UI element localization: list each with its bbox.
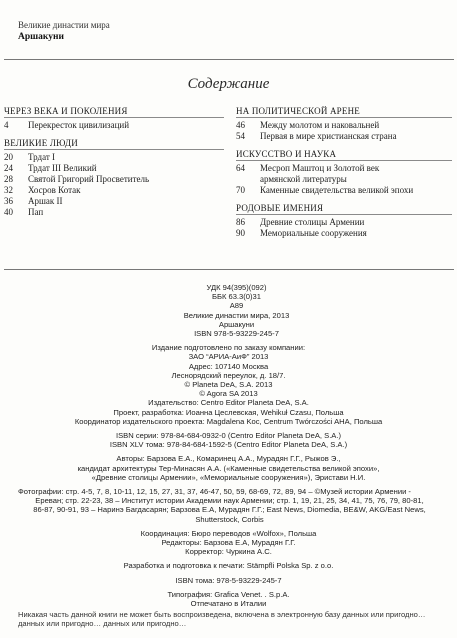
toc-entry-page: 24	[4, 163, 13, 173]
toc-entry	[236, 217, 452, 228]
toc-section	[236, 149, 452, 196]
imprint-block	[0, 283, 457, 338]
toc-entry-page	[236, 174, 260, 185]
toc-section-heading: ИСКУССТВО И НАУКА	[236, 149, 452, 161]
toc-entry	[4, 152, 224, 163]
imprint-line: Адрес: 107140 Москва	[188, 361, 269, 371]
toc-entry	[4, 207, 224, 218]
toc-entry-page: 28	[4, 174, 13, 184]
toc-entry	[236, 131, 452, 142]
toc-section	[236, 106, 452, 142]
imprint-line: Редакторы: Барзова Е.А, Мурадян Г.Г.	[161, 538, 296, 548]
imprint-line: Издание подготовлено по заказу компании:	[151, 343, 306, 353]
toc-entry-title: Перекресток цивилизаций	[28, 120, 130, 130]
toc-section	[4, 138, 224, 218]
photo-credit-line: Shutterstock, Corbis	[195, 514, 264, 524]
toc-entry	[4, 120, 224, 131]
imprint	[0, 283, 457, 613]
imprint-line: Издательство: Centro Editor Planeta DeA, S.A.	[148, 398, 309, 408]
toc-entry-title: Пап	[28, 207, 44, 217]
toc-section-heading: РОДОВЫЕ ИМЕНИЯ	[236, 203, 452, 215]
toc-entry-page: 64	[236, 163, 245, 173]
toc-entry	[236, 228, 452, 239]
imprint-line: ISBN 978-5-93229-245-7	[194, 329, 279, 339]
toc-entry-title: Хосров Котак	[28, 185, 81, 195]
toc-entry	[236, 120, 452, 131]
imprint-block	[0, 561, 457, 570]
imprint-line: кандидат архитектуры Тер-Минасян А.А. («Каменные свидетельства великой эпохи»,	[77, 463, 380, 473]
toc-section	[4, 106, 224, 131]
toc-entry	[4, 163, 224, 174]
toc-title: Содержание	[187, 76, 270, 92]
imprint-line: Авторы: Барзова Е.А., Комаринец А.А., Мурадян Г.Г., Рыжов Э.,	[116, 454, 341, 464]
toc-entry	[4, 185, 224, 196]
toc-left-column	[4, 106, 224, 225]
toc-right-column	[236, 106, 452, 246]
imprint-line: ISBN тома: 978-5-93229-245-7	[175, 575, 282, 585]
imprint-line: «Древние столицы Армении», «Мемориальные сооружения»), Эристави Н.И.	[91, 472, 366, 482]
toc-entry-title: Первая в мире христианская страна	[260, 131, 397, 141]
toc-entry	[236, 174, 452, 185]
imprint-line: ЗАО “АРИА-АиФ” 2013	[188, 352, 269, 362]
toc-entry-title: Аршак II	[28, 196, 63, 206]
book-title: Аршакуни	[18, 32, 64, 42]
photo-credit-line: 86-87, 90-91, 93 – Наринэ Багдасарян; Барзова Е.А, Мурадян Г.Г.; East News, Diomedia, BE&W, AKG/East News,	[33, 505, 426, 515]
imprint-line: УДК 94(395)(092)	[206, 283, 267, 292]
toc-entry-page: 36	[4, 196, 13, 206]
imprint-line: ISBN серии: 978-84-684-0932-0 (Centro Editor Planeta DeA, S.A.)	[115, 431, 342, 441]
imprint-line: Координация: Бюро переводов «Wolfox», Польша	[140, 528, 317, 538]
imprint-block	[0, 431, 457, 449]
imprint-line: ISBN XLV тома: 978-84-684-1592-5 (Centro Editor Planeta DeA, S.A.)	[109, 440, 348, 450]
imprint-line: Отпечатано в Италии	[190, 599, 267, 609]
imprint-line: Типография: Grafica Venet. . S.p.A.	[167, 589, 290, 599]
toc-section-heading: НА ПОЛИТИЧЕСКОЙ АРЕНЕ	[236, 106, 452, 118]
imprint-line: Корректор: Чуркина А.С.	[185, 547, 272, 557]
toc-bottom-rule	[4, 269, 454, 270]
imprint-block	[0, 343, 457, 426]
imprint-block	[0, 576, 457, 585]
toc-section-heading: ВЕЛИКИЕ ЛЮДИ	[4, 138, 224, 150]
toc-entry-page: 4	[4, 120, 9, 130]
toc-entry-title: Святой Григорий Просветитель	[28, 174, 150, 184]
toc-entry-title: Мемориальные сооружения	[260, 228, 367, 238]
toc-entry-title: Древние столицы Армении	[260, 217, 365, 227]
imprint-block	[0, 590, 457, 608]
toc-entry-page: 20	[4, 152, 13, 162]
toc-entry-page: 40	[4, 207, 13, 217]
toc-entry-title: армянской литературы	[260, 174, 347, 184]
toc-entry	[236, 185, 452, 196]
toc-entry-page: 70	[236, 185, 245, 195]
toc-entry-title: Между молотом и наковальней	[260, 120, 380, 130]
toc-entry	[4, 174, 224, 185]
toc-entry	[4, 196, 224, 207]
toc-entry-page: 90	[236, 228, 245, 238]
copyright-note: Никакая часть данной книги не может быть воспроизведена, включена в электронную базу данных или пригодно… данных или пригодно… данных или пригодно…	[18, 610, 426, 629]
toc-entry-title: Месроп Маштоц и Золотой век	[260, 163, 380, 173]
photo-credit-line: Фотографии: стр. 4-5, 7, 8, 10-11, 12, 15, 27, 31, 37, 46-47, 50, 59, 68-69, 72, 89, 94 – ©Музей истории Армении -	[18, 487, 411, 497]
imprint-line: Проект, разработка: Иоанна Цеслевская, Wehikuł Czasu, Польша	[113, 407, 344, 417]
toc-entry-title: Трдат III Великий	[28, 163, 97, 173]
toc-section	[236, 203, 452, 239]
imprint-block	[0, 454, 457, 482]
toc-entry-page: 54	[236, 131, 245, 141]
toc-entry-page: 46	[236, 120, 245, 130]
toc-entry-page: 86	[236, 217, 245, 227]
imprint-line: ББК 63.3(0)31	[211, 292, 261, 302]
series-title: Великие династии мира	[18, 20, 110, 30]
imprint-line: Аршакуни	[218, 319, 255, 329]
imprint-line: © Agora SA 2013	[199, 389, 258, 399]
photo-credit-line: Ереван; стр. 22-23, 38 – Институт истории Академии наук Армении; стр. 1, 19, 21, 25, 34, 41, 75, 76, 79, 80-81,	[35, 496, 424, 506]
toc-entry-title: Трдат I	[28, 152, 56, 162]
imprint-line: © Planeta DeA, S.A. 2013	[184, 380, 273, 390]
imprint-line: Великие династии мира, 2013	[183, 310, 290, 320]
toc-entry-page: 32	[4, 185, 13, 195]
imprint-line: Координатор издательского проекта: Magdalena Koc, Centrum Twórczości AHA, Польша	[74, 416, 383, 426]
toc-section-heading: ЧЕРЕЗ ВЕКА И ПОКОЛЕНИЯ	[4, 106, 224, 118]
toc-entry-title: Каменные свидетельства великой эпохи	[260, 185, 414, 195]
imprint-block	[0, 529, 457, 557]
imprint-line: А89	[229, 301, 244, 311]
imprint-line: Леснорядский переулок, д. 18/7.	[171, 370, 286, 380]
photo-credits	[0, 487, 457, 524]
imprint-line: Разработка и подготовка к печати: Stämpfli Polska Sp. z o.o.	[123, 561, 334, 571]
toc-entry	[236, 163, 452, 174]
header-rule	[4, 59, 454, 60]
